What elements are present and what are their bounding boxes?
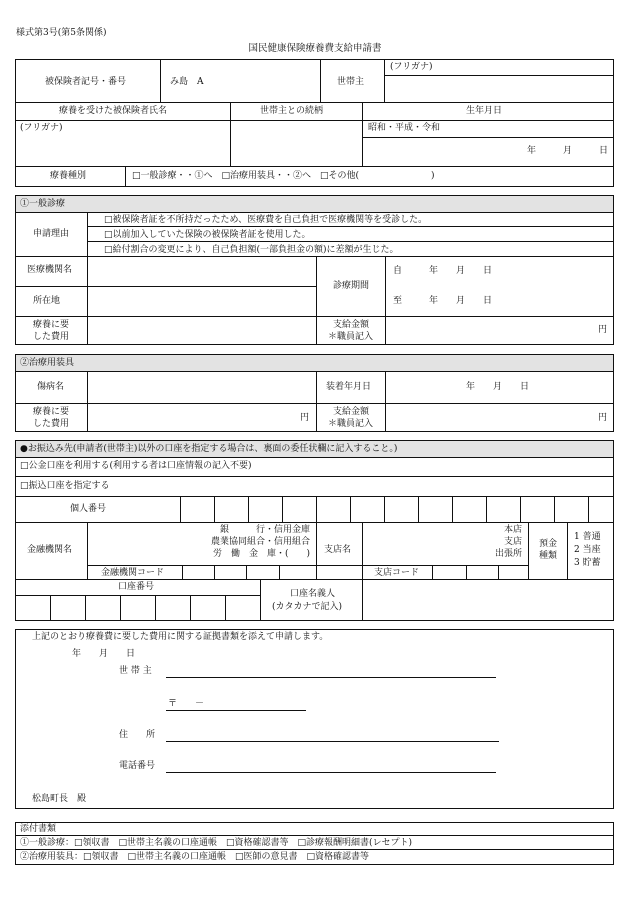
- reason-option-3[interactable]: □給付割合の変更により、自己負担額(一部負担金の額)に差額が生じた。: [104, 245, 399, 255]
- furigana-label: (フリガナ): [390, 62, 433, 72]
- bank-code-label: 金融機関コード: [101, 568, 165, 578]
- public-account-option[interactable]: □公金口座を利用する(利用する者は口座情報の記入不要): [20, 461, 252, 471]
- account-holder-field[interactable]: [363, 580, 613, 620]
- householder-label: 世帯主: [337, 77, 365, 87]
- section3-title: ●お振込み先(申請者(世帯主)以外の口座を指定する場合は、裏面の委任状欄に記入すること。): [20, 444, 398, 454]
- cost-label-line2: した費用: [33, 332, 70, 342]
- hospital-name-label: 医療機関名: [27, 265, 73, 275]
- form-number: 様式第3号(第5条関係): [16, 28, 107, 38]
- patient-name-field[interactable]: [16, 137, 229, 165]
- period-from[interactable]: 自 年 月 日: [393, 266, 493, 276]
- mayor-addressee: 松島町長 殿: [32, 794, 87, 804]
- personal-number-field[interactable]: [181, 497, 613, 521]
- declaration-text: 上記のとおり療養費に要した費用に関する証拠書類を添えて申請します。: [32, 632, 329, 642]
- device-payment-yen: 円: [598, 413, 608, 423]
- payment-label-line1: 支給金額: [333, 320, 370, 330]
- fit-date-label: 装着年月日: [326, 382, 372, 392]
- bank-type-line1[interactable]: 銀 行・信用金庫: [219, 525, 310, 535]
- address-line[interactable]: [166, 741, 499, 742]
- personal-number-label: 個人番号: [70, 504, 107, 514]
- attachments-title: 添付書類: [20, 824, 57, 834]
- device-payment-label-line1: 支給金額: [333, 407, 370, 417]
- reason-label: 申請理由: [33, 229, 70, 239]
- section1-title: ①一般診療: [20, 199, 66, 209]
- device-cost-yen: 円: [300, 413, 310, 423]
- account-number-label: 口座番号: [118, 582, 155, 592]
- bank-type-line3[interactable]: 労 働 金 庫・( ): [212, 549, 310, 559]
- deposit-option-3[interactable]: 3 貯蓄: [574, 558, 601, 568]
- phone-label: 電話番号: [119, 761, 156, 771]
- branch-type-line1[interactable]: 本店: [503, 525, 522, 535]
- account-number-field[interactable]: [16, 596, 259, 620]
- attachments-device[interactable]: ②治療用装具：□領収書 □世帯主名義の口座通帳 □医師の意見書 □資格確認書等: [20, 852, 370, 862]
- householder-name-field[interactable]: [385, 76, 613, 101]
- patient-furigana-label: (フリガナ): [20, 123, 63, 133]
- fit-date[interactable]: 年 月 日: [466, 382, 530, 392]
- householder-sign-line[interactable]: [166, 677, 496, 678]
- declaration-date[interactable]: 年 月 日: [72, 649, 136, 659]
- specify-account-option[interactable]: □振込口座を指定する: [20, 481, 110, 491]
- phone-line[interactable]: [166, 772, 496, 773]
- deposit-option-1[interactable]: 1 普通: [574, 532, 601, 542]
- patient-name-label: 療養を受けた被保険者氏名: [59, 106, 168, 116]
- payment-yen: 円: [598, 325, 608, 335]
- relation-label: 世帯主との続柄: [260, 106, 324, 116]
- account-holder-label-line2: (カタカナで記入): [272, 602, 343, 612]
- hospital-address-label: 所在地: [33, 296, 61, 306]
- device-cost-label-line1: 療養に要: [33, 407, 70, 417]
- bank-type-line2[interactable]: 農業協同組合・信用組合: [210, 537, 310, 547]
- reason-option-2[interactable]: □以前加入していた保険の被保険者証を使用した。: [104, 230, 311, 240]
- disease-name-field[interactable]: [88, 372, 315, 402]
- era-options[interactable]: 昭和・平成・令和: [368, 123, 441, 133]
- device-cost-label-line2: した費用: [33, 419, 70, 429]
- hospital-name-field[interactable]: [88, 257, 315, 285]
- postal-code-line: [166, 710, 306, 711]
- branch-name-label: 支店名: [324, 545, 352, 555]
- postal-code[interactable]: 〒 －: [168, 699, 205, 709]
- section2-title: ②治療用装具: [20, 358, 75, 368]
- branch-type-line3[interactable]: 出張所: [494, 549, 522, 559]
- period-to[interactable]: 至 年 月 日: [393, 296, 493, 306]
- bank-name-label: 金融機関名: [27, 545, 73, 555]
- birth-date-ymd[interactable]: 年 月 日: [526, 146, 608, 156]
- account-holder-label-line1: 口座名義人: [290, 589, 336, 599]
- birth-date-label: 生年月日: [466, 106, 503, 116]
- address-label: 住 所: [119, 730, 156, 740]
- form-title: 国民健康保険療養費支給申請書: [248, 43, 382, 54]
- attachments-general[interactable]: ①一般診療：□領収書 □世帯主名義の口座通帳 □資格確認書等 □診療報酬明細書(レセプト): [20, 838, 413, 848]
- branch-type-line2[interactable]: 支店: [503, 537, 522, 547]
- payment-label-line2: ＊職員記入: [328, 332, 374, 342]
- insured-number-label: 被保険者記号・番号: [45, 77, 127, 87]
- treatment-type-options[interactable]: □一般診療・・①へ □治療用装具・・②へ □その他( ): [132, 171, 435, 181]
- deposit-option-2[interactable]: 2 当座: [574, 545, 601, 555]
- householder-sign-label: 世 帯 主: [119, 666, 152, 676]
- hospital-address-field[interactable]: [88, 287, 315, 315]
- device-payment-label-line2: ＊職員記入: [328, 419, 374, 429]
- disease-name-label: 傷病名: [37, 382, 65, 392]
- deposit-type-label-line2: 種類: [539, 551, 558, 561]
- treatment-type-label: 療養種別: [50, 171, 87, 181]
- relation-field[interactable]: [231, 121, 361, 165]
- deposit-type-label-line1: 預金: [539, 539, 558, 549]
- reason-option-1[interactable]: □被保険者証を不所持だったため、医療費を自己負担で医療機関等を受診した。: [104, 215, 428, 225]
- cost-label-line1: 療養に要: [33, 320, 70, 330]
- treatment-period-label: 診療期間: [333, 281, 370, 291]
- treatment-cost-field[interactable]: [88, 317, 315, 344]
- branch-code-label: 支店コード: [374, 568, 420, 578]
- insured-number-value[interactable]: み島 A: [170, 77, 204, 87]
